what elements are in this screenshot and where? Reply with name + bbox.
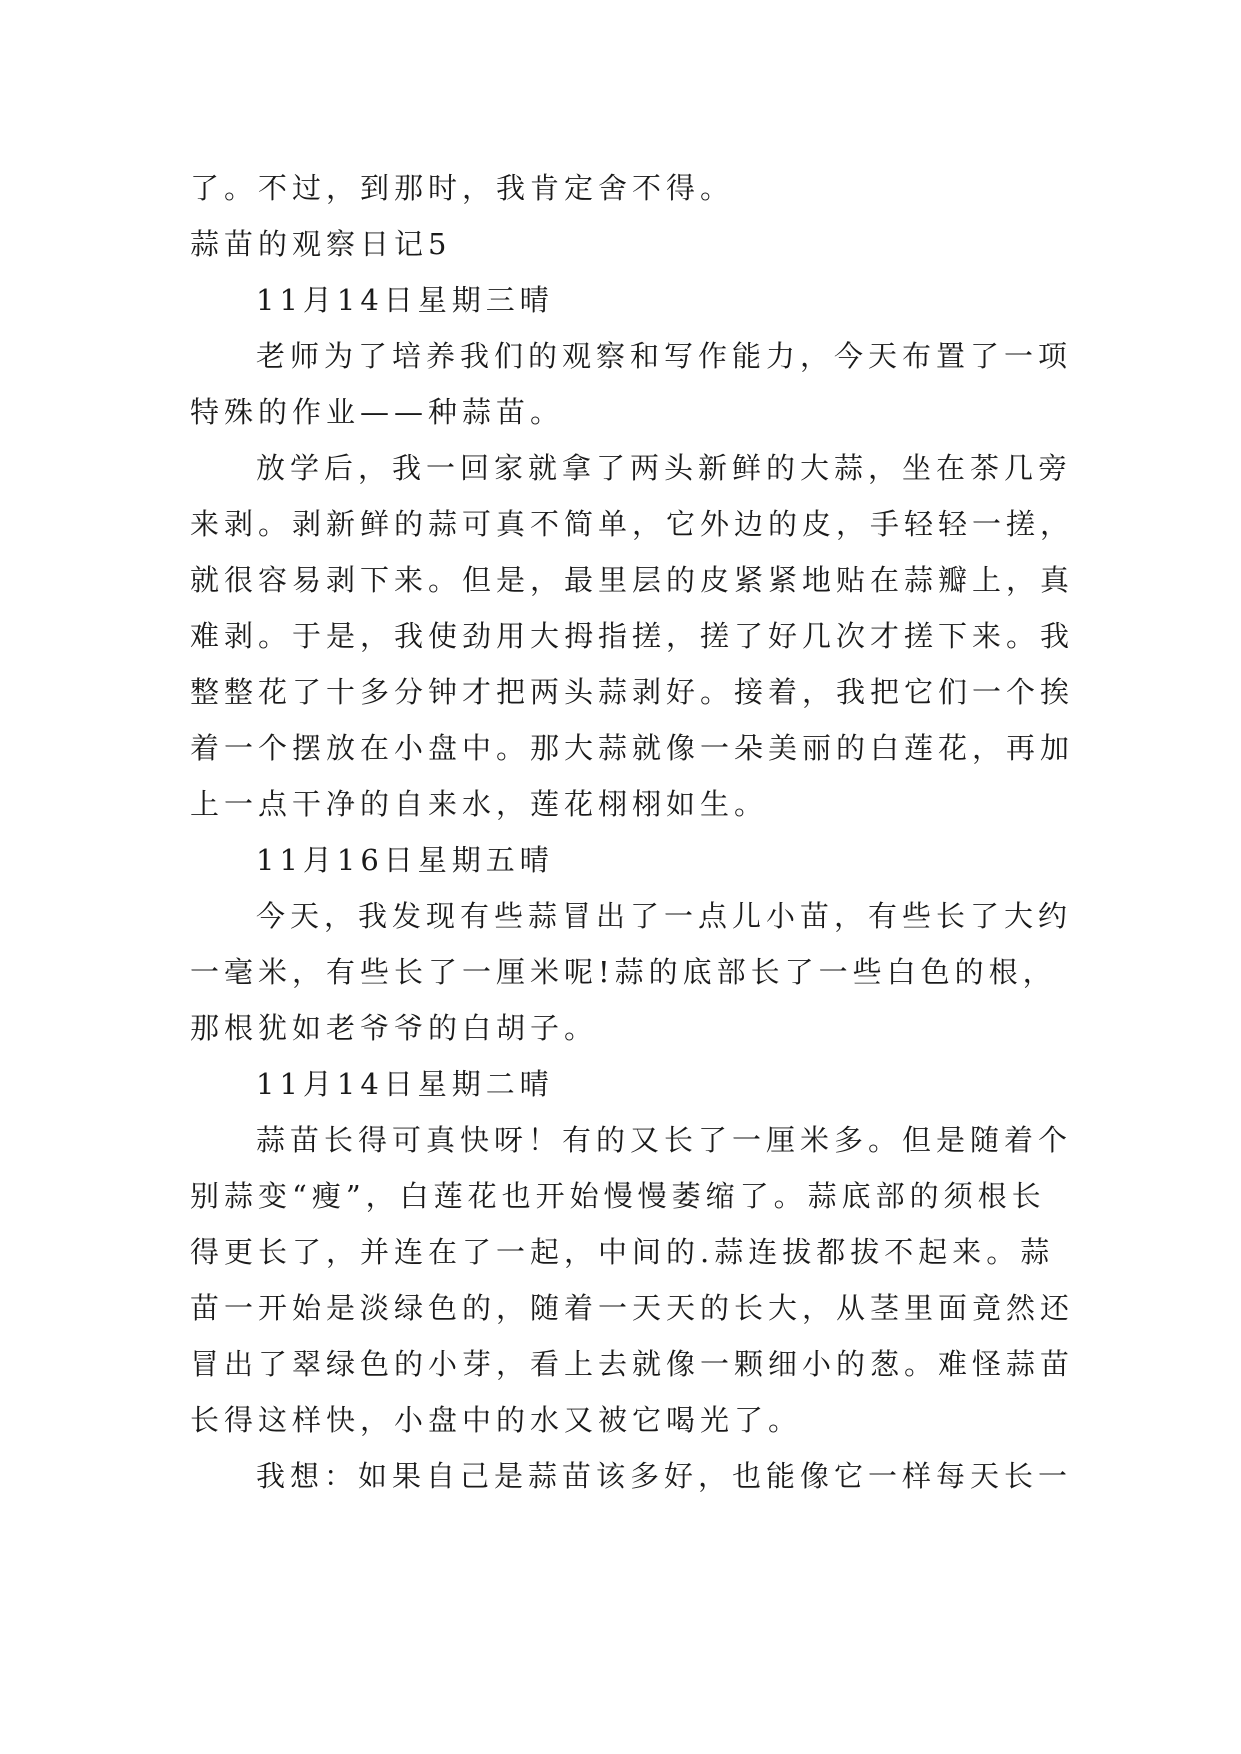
text-line: 了。不过，到那时，我肯定舍不得。 [190,171,735,205]
text-line: 整整花了十多分钟才把两头蒜剥好。接着，我把它们一个挨 [190,675,1075,709]
text-line: 来剥。剥新鲜的蒜可真不简单，它外边的皮，手轻轻一搓， [190,507,1075,541]
date-line: 11月16日星期五晴 [256,843,554,877]
text-line: 特殊的作业——种蒜苗。 [190,395,565,429]
text-line: 老师为了培养我们的观察和写作能力，今天布置了一项 [256,339,1073,373]
date-line: 11月14日星期三晴 [256,283,554,317]
text-line: 放学后，我一回家就拿了两头新鲜的大蒜，坐在茶几旁 [256,451,1073,485]
text-line: 就很容易剥下来。但是，最里层的皮紧紧地贴在蒜瓣上，真 [190,563,1075,597]
text-line: 别蒜变“瘦”，白莲花也开始慢慢萎缩了。蒜底部的须根长 [190,1179,1046,1213]
text-line: 一毫米，有些长了一厘米呢!蒜的底部长了一些白色的根， [190,955,1057,989]
text-line: 长得这样快，小盘中的水又被它喝光了。 [190,1403,803,1437]
text-line: 得更长了，并连在了一起，中间的.蒜连拔都拔不起来。蒜 [190,1235,1055,1269]
text-line: 冒出了翠绿色的小芽，看上去就像一颗细小的葱。难怪蒜苗 [190,1347,1075,1381]
text-line: 蒜苗长得可真快呀！有的又长了一厘米多。但是随着个 [256,1123,1073,1157]
entry-heading: 蒜苗的观察日记5 [190,227,452,261]
text-line: 苗一开始是淡绿色的，随着一天天的长大，从茎里面竟然还 [190,1291,1075,1325]
text-line: 着一个摆放在小盘中。那大蒜就像一朵美丽的白莲花，再加 [190,731,1075,765]
text-line: 我想：如果自己是蒜苗该多好，也能像它一样每天长一 [256,1459,1073,1493]
text-line: 上一点干净的自来水，莲花栩栩如生。 [190,787,769,821]
text-line: 那根犹如老爷爷的白胡子。 [190,1011,599,1045]
text-line: 难剥。于是，我使劲用大拇指搓，搓了好几次才搓下来。我 [190,619,1075,653]
text-line: 今天，我发现有些蒜冒出了一点儿小苗，有些长了大约 [256,899,1073,933]
date-line: 11月14日星期二晴 [256,1067,554,1101]
